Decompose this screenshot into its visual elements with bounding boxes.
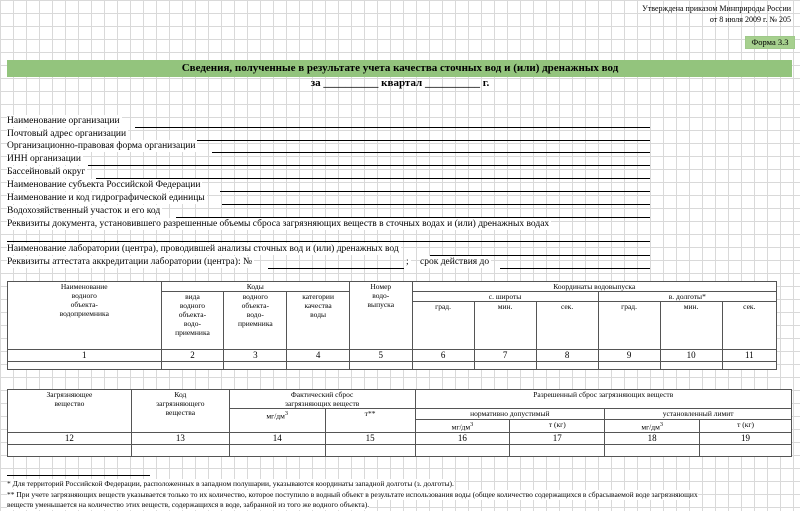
footnote-separator bbox=[7, 475, 150, 476]
period-prefix: за bbox=[310, 77, 321, 89]
table-row-empty[interactable] bbox=[8, 362, 162, 370]
th-lon-sec: сек. bbox=[722, 302, 776, 350]
th-actual-t: т** bbox=[325, 409, 415, 433]
form-label: Форма 3.3 bbox=[745, 36, 795, 49]
outlet-codes-table bbox=[7, 281, 777, 370]
field-permit-doc-label: Реквизиты документа, установившего разрешенные объемы сброса загрязняющих веществ в сточных водах и (или) дренажных водах bbox=[7, 219, 550, 229]
th-actual-mg: $мг/дм^3$ bbox=[229, 409, 325, 433]
field-hydro-unit-label: Наименование и код гидрографической единицы bbox=[7, 193, 205, 203]
table-cell[interactable] bbox=[700, 444, 792, 456]
field-postal-address-line[interactable] bbox=[137, 140, 650, 141]
form-title-period bbox=[0, 77, 800, 89]
field-lab-name-label: Наименование лаборатории (центра), проводившей анализы сточных вод и (или) дренажных вод bbox=[7, 244, 399, 254]
table-cell[interactable] bbox=[131, 444, 229, 456]
footnote-1: * Для территорий Российской Федерации, расположенных в западном полушарии, указываются координаты западной долготы (з. долготы). bbox=[7, 479, 454, 488]
table-cell[interactable] bbox=[536, 362, 598, 370]
th-code-object: водного объекта- водо- приемника bbox=[224, 292, 287, 350]
col-number: 11 bbox=[722, 350, 776, 362]
th-actual-discharge: Фактический сброс загрязняющих веществ bbox=[229, 390, 415, 409]
th-coordinates: Координаты водовыпуска bbox=[412, 282, 776, 292]
th-permitted-discharge: Разрешенный сброс загрязняющих веществ bbox=[415, 390, 792, 409]
col-number: 2 bbox=[161, 350, 224, 362]
table-cell[interactable] bbox=[412, 362, 474, 370]
table-row-empty[interactable] bbox=[8, 444, 132, 456]
table-cell[interactable] bbox=[415, 444, 510, 456]
table-cell[interactable] bbox=[224, 362, 287, 370]
col-number: 12 bbox=[8, 432, 132, 444]
col-number: 7 bbox=[474, 350, 536, 362]
th-outlet-number: Номер водо- выпуска bbox=[350, 282, 413, 350]
approval-note bbox=[642, 3, 791, 25]
col-number: 15 bbox=[325, 432, 415, 444]
th-lon-deg: град. bbox=[598, 302, 660, 350]
col-number: 6 bbox=[412, 350, 474, 362]
table-cell[interactable] bbox=[325, 444, 415, 456]
field-lab-cert-line[interactable] bbox=[268, 268, 404, 269]
field-hydro-unit-line[interactable] bbox=[222, 204, 650, 205]
th-limit-t: т (кг) bbox=[700, 420, 792, 433]
th-lat-min: мин. bbox=[474, 302, 536, 350]
th-limit-mg: $мг/дм^3$ bbox=[605, 420, 700, 433]
approval-line-2: от 8 июля 2009 г. № 205 bbox=[709, 15, 791, 24]
col-number: 10 bbox=[660, 350, 722, 362]
col-number: 5 bbox=[350, 350, 413, 362]
col-number: 3 bbox=[224, 350, 287, 362]
th-normative-mg: $мг/дм^3$ bbox=[415, 420, 510, 433]
field-lab-cert-sep: ; bbox=[406, 257, 409, 267]
col-number: 4 bbox=[287, 350, 350, 362]
table-cell[interactable] bbox=[287, 362, 350, 370]
form-title: Сведения, полученные в результате учета качества сточных вод и (или) дренажных вод bbox=[181, 62, 619, 74]
th-longitude: в. долготы* bbox=[598, 292, 776, 302]
th-pollutant-code: Код загрязняющего вещества bbox=[131, 390, 229, 433]
field-basin-label: Бассейновый округ bbox=[7, 167, 86, 177]
field-postal-address-label: Почтовый адрес организации bbox=[7, 129, 127, 139]
th-normative: нормативно допустимый bbox=[415, 409, 605, 420]
col-number: 18 bbox=[605, 432, 700, 444]
th-code-type: вида водного объекта- водо- приемника bbox=[161, 292, 224, 350]
period-blank-year[interactable]: __________ bbox=[424, 77, 480, 89]
period-suffix: г. bbox=[482, 77, 490, 89]
table-cell[interactable] bbox=[660, 362, 722, 370]
th-lat-deg: град. bbox=[412, 302, 474, 350]
period-quarter-label: квартал bbox=[381, 77, 423, 89]
th-limit: установленный лимит bbox=[605, 409, 792, 420]
col-number: 9 bbox=[598, 350, 660, 362]
col-number: 14 bbox=[229, 432, 325, 444]
footnote-2a: ** При учете загрязняющих веществ указывается только то их количество, которое поступило в водный объект в результате использования воды (общее количество содержащихся в сбрасываемой воде загрязняющих bbox=[7, 490, 698, 499]
col-number: 8 bbox=[536, 350, 598, 362]
col-number: 13 bbox=[131, 432, 229, 444]
field-lab-term-label: срок действия до bbox=[420, 257, 490, 267]
field-region-label: Наименование субъекта Российской Федерации bbox=[7, 180, 201, 190]
th-lon-min: мин. bbox=[660, 302, 722, 350]
field-region-line[interactable] bbox=[220, 191, 650, 192]
period-blank-quarter[interactable]: __________ bbox=[323, 77, 379, 89]
table-cell[interactable] bbox=[598, 362, 660, 370]
table-cell[interactable] bbox=[474, 362, 536, 370]
field-legal-form-label: Организационно-правовая форма организации bbox=[7, 141, 196, 151]
table-cell[interactable] bbox=[722, 362, 776, 370]
approval-line-1: Утверждена приказом Минприроды России bbox=[642, 4, 791, 13]
field-inn-line[interactable] bbox=[88, 165, 650, 166]
field-legal-form-line[interactable] bbox=[212, 152, 650, 153]
th-code-category: категории качества воды bbox=[287, 292, 350, 350]
field-water-section-label: Водохозяйственный участок и его код bbox=[7, 206, 161, 216]
th-water-body-name: Наименование водного объекта- водоприемника bbox=[8, 282, 162, 350]
th-lat-sec: сек. bbox=[536, 302, 598, 350]
table-cell[interactable] bbox=[229, 444, 325, 456]
table-cell[interactable] bbox=[510, 444, 605, 456]
field-lab-cert-label: Реквизиты аттестата аккредитации лаборатории (центра): № bbox=[7, 257, 253, 267]
th-normative-t: т (кг) bbox=[510, 420, 605, 433]
th-pollutant: Загрязняющее вещество bbox=[8, 390, 132, 433]
col-number: 17 bbox=[510, 432, 605, 444]
field-permit-doc-line[interactable] bbox=[7, 241, 650, 242]
pollutant-discharge-table bbox=[7, 389, 792, 457]
table-cell[interactable] bbox=[161, 362, 224, 370]
th-latitude: с. широты bbox=[412, 292, 598, 302]
field-org-name-label: Наименование организации bbox=[7, 116, 120, 126]
footnote-2b: веществ уменьшается на количество этих веществ, содержащихся в воде, забранной из того же водного объекта). bbox=[7, 500, 370, 509]
col-number: 1 bbox=[8, 350, 162, 362]
th-codes: Коды bbox=[161, 282, 350, 292]
table-cell[interactable] bbox=[605, 444, 700, 456]
field-lab-term-line[interactable] bbox=[500, 268, 650, 269]
table-cell[interactable] bbox=[350, 362, 413, 370]
field-org-name-line[interactable] bbox=[135, 127, 650, 128]
field-inn-label: ИНН организации bbox=[7, 154, 81, 164]
col-number: 16 bbox=[415, 432, 510, 444]
col-number: 19 bbox=[700, 432, 792, 444]
